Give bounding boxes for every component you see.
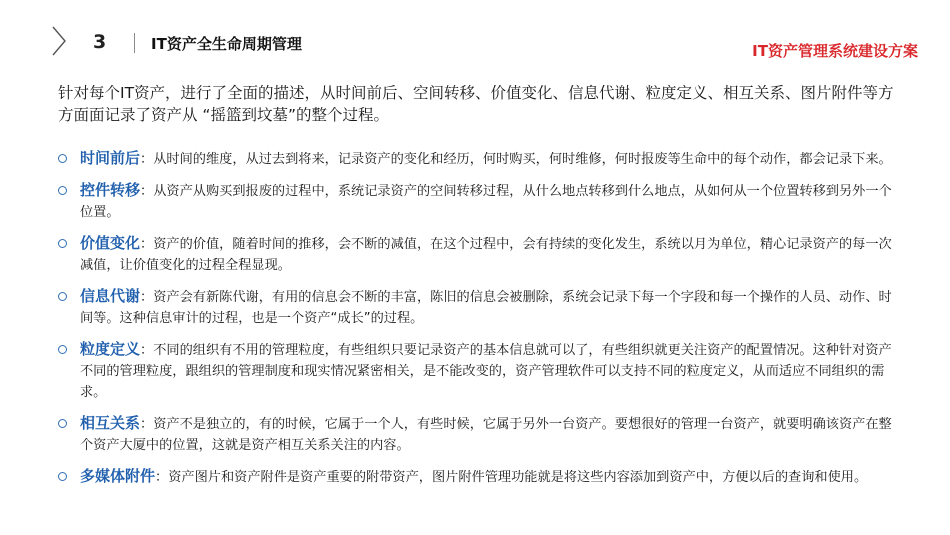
- section-number: 3: [93, 31, 107, 53]
- feature-description: ：资产会有新陈代谢，有用的信息会不断的丰富，陈旧的信息会被删除，系统会记录下每一个字段和每一个操作的人员、动作、时间等。这种信息审计的过程，也是一个资产“成长”的过程。: [80, 290, 892, 326]
- feature-description: ：从资产从购买到报废的过程中，系统记录资产的空间转移过程，从什么地点转移到什么地点，从如何从一个位置转移到另外一个位置。: [80, 184, 892, 220]
- feature-description: ：从时间的维度，从过去到将来，记录资产的变化和经历，何时购买，何时维修，何时报废等生命中的每个动作，都会记录下来。: [140, 152, 892, 167]
- circle-bullet-icon: [58, 472, 67, 481]
- feature-description: ：不同的组织有不用的管理粒度，有些组织只要记录资产的基本信息就可以了，有些组织就更关注资产的配置情况。这种针对资产不同的管理粒度，跟组织的管理制度和现实情况紧密相关，是不能改变的，资产管理软件可以支持不同的粒度定义，从而适应不同组织的需求。: [80, 343, 892, 400]
- feature-item-time: [58, 148, 900, 170]
- slide-header: [0, 0, 950, 70]
- chevron-right-icon: [52, 26, 66, 56]
- feature-item-media: [58, 466, 900, 488]
- feature-item-metabolism: [58, 286, 900, 329]
- feature-description: ：资产图片和资产附件是资产重要的附带资产，图片附件管理功能就是将这些内容添加到资产中，方便以后的查询和使用。: [155, 470, 868, 485]
- feature-term: 相互关系: [80, 414, 141, 432]
- feature-term: 信息代谢: [80, 287, 141, 305]
- circle-bullet-icon: [58, 239, 67, 248]
- feature-description: ：资产的价值，随着时间的推移，会不断的减值，在这个过程中，会有持续的变化发生，系统以月为单位，精心记录资产的每一次减值，让价值变化的过程全程显现。: [80, 237, 892, 273]
- feature-term: 控件转移: [80, 181, 141, 199]
- feature-term: 价值变化: [80, 234, 141, 252]
- feature-item-value: [58, 233, 900, 276]
- page-title: IT资产全生命周期管理: [151, 35, 302, 53]
- brand-title: IT资产管理系统建设方案: [752, 42, 918, 60]
- circle-bullet-icon: [58, 154, 67, 163]
- feature-description: ：资产不是独立的，有的时候，它属于一个人，有些时候，它属于另外一台资产。要想很好的管理一台资产，就要明确该资产在整个资产大厦中的位置，这就是资产相互关系关注的内容。: [80, 417, 892, 453]
- circle-bullet-icon: [58, 345, 67, 354]
- circle-bullet-icon: [58, 419, 67, 428]
- circle-bullet-icon: [58, 186, 67, 195]
- feature-term: 时间前后: [80, 149, 141, 167]
- header-divider: [134, 33, 135, 53]
- feature-term: 粒度定义: [80, 340, 141, 358]
- feature-list: [58, 148, 900, 498]
- feature-item-granularity: [58, 339, 900, 403]
- feature-item-space: [58, 180, 900, 223]
- intro-paragraph: 针对每个IT资产，进行了全面的描述，从时间前后、空间转移、价值变化、信息代谢、粒度定义、相互关系、图片附件等方方面面记录了资产从 “摇篮到坟墓”的整个过程。: [58, 84, 894, 124]
- feature-item-relations: [58, 413, 900, 456]
- circle-bullet-icon: [58, 292, 67, 301]
- feature-term: 多媒体附件: [80, 467, 156, 485]
